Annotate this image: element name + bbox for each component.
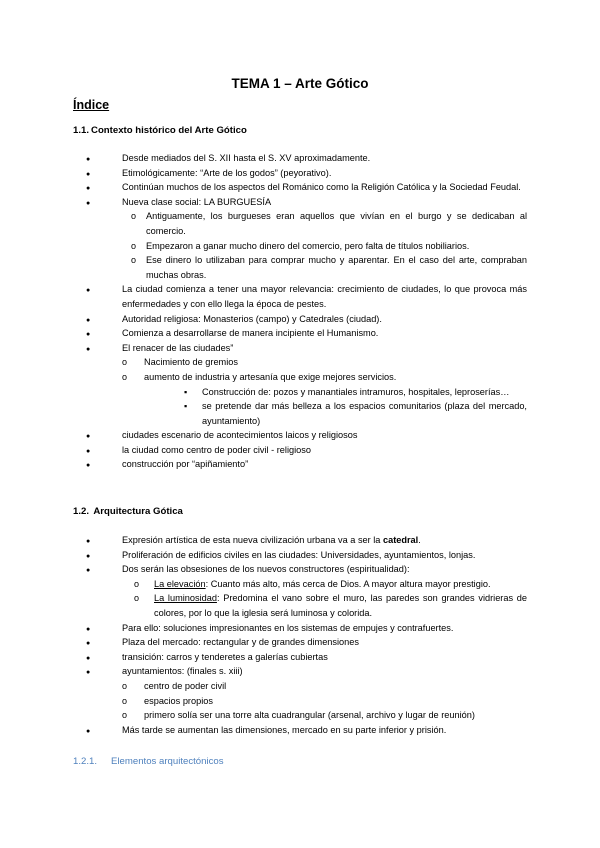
list-item: ● Expresión artística de esta nueva civilización urbana va a ser la catedral. bbox=[86, 533, 527, 548]
sublist-item: ▪ Construcción de: pozos y manantiales intramuros, hospitales, leproserías… bbox=[184, 385, 527, 400]
list-item: ● Más tarde se aumentan las dimensiones, mercado en su parte inferior y prisión. bbox=[86, 723, 527, 738]
circle-bullet-icon bbox=[122, 355, 132, 370]
sublist-item: o La elevación: Cuanto más alto, más cerca de Dios. A mayor altura mayor prestigio. bbox=[118, 577, 527, 592]
circle-bullet-icon bbox=[122, 370, 132, 385]
list-item: ● Etimológicamente: “Arte de los godos” (peyorativo). bbox=[86, 166, 527, 181]
sublist-item: o Antiguamente, los burgueses eran aquellos que vivían en el burgo y se dedicaban al comercio. bbox=[108, 209, 527, 238]
sublist-burguesia bbox=[122, 209, 527, 282]
circle-bullet-icon bbox=[134, 591, 144, 606]
bullet-icon bbox=[86, 723, 96, 740]
list-item: ● El renacer de las ciudades” o Nacimiento de gremios o aumento de industria y artesanía que exige mejores servicios. ▪ Construcción de: pozos y manantiales intramuros, hospitales, leproserías… ▪ se pretende dar más belleza a los espacios comunitarios (plaza del mercado, ayuntamiento) bbox=[86, 341, 527, 429]
sublist-item: o Ese dinero lo utilizaban para comprar mucho y aparentar. En el caso del arte, compraban muchas obras. bbox=[108, 253, 527, 282]
sublist-item: o espacios propios bbox=[112, 694, 527, 709]
section-number: 1.1. bbox=[73, 125, 90, 136]
sublist-ayuntamientos bbox=[122, 679, 527, 723]
bullet-icon bbox=[86, 664, 96, 681]
bullet-icon bbox=[86, 562, 96, 579]
circle-bullet-icon bbox=[131, 253, 141, 268]
circle-bullet-icon bbox=[131, 209, 141, 224]
circle-bullet-icon bbox=[131, 239, 141, 254]
square-bullet-icon bbox=[184, 399, 194, 414]
list-item: ● ciudades escenario de acontecimientos laicos y religiosos bbox=[86, 428, 527, 443]
section-heading-1-2 bbox=[73, 506, 183, 517]
sublist-item: ▪ se pretende dar más belleza a los espacios comunitarios (plaza del mercado, ayuntamiento) bbox=[184, 399, 527, 428]
subsection-number: 1.2.1. bbox=[73, 756, 98, 767]
circle-bullet-icon bbox=[122, 708, 132, 723]
circle-bullet-icon bbox=[122, 679, 132, 694]
section-title: Arquitectura Gótica bbox=[93, 506, 183, 517]
circle-bullet-icon bbox=[122, 694, 132, 709]
list-item: ● transición: carros y tenderetes a galerías cubiertas bbox=[86, 650, 527, 665]
list-item: ● Dos serán las obsesiones de los nuevos constructores (espiritualidad): o La elevación: Cuanto más alto, más cerca de Dios. A mayor altura mayor prestigio. o La luminosidad: Predomina el vano sobre el muro, las paredes son grandes vidrieras de colores, por lo que la iglesia será luminosa y colorida. bbox=[86, 562, 527, 620]
bullet-icon bbox=[86, 341, 96, 358]
list-item: ● Desde mediados del S. XII hasta el S. XV aproximadamente. bbox=[86, 151, 527, 166]
list-item: ● Autoridad religiosa: Monasterios (campo) y Catedrales (ciudad). bbox=[86, 312, 527, 327]
list-item: ● ayuntamientos: (finales s. xiii) o centro de poder civil o espacios propios o primero solía ser una torre alta cuadrangular (arsenal, archivo y lugar de reunión) bbox=[86, 664, 527, 722]
section-heading-1-1 bbox=[73, 125, 247, 136]
list-item: ● La ciudad comienza a tener una mayor relevancia: crecimiento de ciudades, lo que provoca más enfermedades y con ello llega la época de pestes. bbox=[86, 282, 527, 311]
section-title: Contexto histórico del Arte Gótico bbox=[91, 125, 247, 136]
sublist-servicios bbox=[144, 385, 527, 429]
subsection-title: Elementos arquitectónicos bbox=[111, 756, 224, 767]
sublist-item: o centro de poder civil bbox=[112, 679, 527, 694]
sublist-item: o La luminosidad: Predomina el vano sobre el muro, las paredes son grandes vidrieras de colores, por lo que la iglesia será luminosa y colorida. bbox=[118, 591, 527, 620]
list-item: ● Para ello: soluciones impresionantes en los sistemas de empujes y contrafuertes. bbox=[86, 621, 527, 636]
list-item: ● Proliferación de edificios civiles en las ciudades: Universidades, ayuntamientos, lonjas. bbox=[86, 548, 527, 563]
sublist-item: o Empezaron a ganar mucho dinero del comercio, pero falta de títulos nobiliarios. bbox=[108, 239, 527, 254]
list-item: ● construcción por “apiñamiento” bbox=[86, 457, 527, 472]
subsection-heading-1-2-1[interactable] bbox=[73, 756, 224, 767]
section-number: 1.2. bbox=[73, 506, 90, 517]
list-item: ● la ciudad como centro de poder civil - religioso bbox=[86, 443, 527, 458]
sublist-item: o Nacimiento de gremios bbox=[112, 355, 527, 370]
sublist-item: o aumento de industria y artesanía que exige mejores servicios. ▪ Construcción de: pozos y manantiales intramuros, hospitales, leproserías… ▪ se pretende dar más belleza a los espacios comunitarios (plaza del mercado, ayuntamiento) bbox=[112, 370, 527, 428]
bullet-icon bbox=[86, 195, 96, 212]
bullet-icon bbox=[86, 457, 96, 474]
document-title: TEMA 1 – Arte Gótico bbox=[231, 76, 369, 91]
list-item: ● Nueva clase social: LA BURGUESÍA o Antiguamente, los burgueses eran aquellos que vivían en el burgo y se dedicaban al comercio. o Empezaron a ganar mucho dinero del comercio, pero falta de títulos nobiliarios. o Ese dinero lo utilizaban para comprar mucho y aparentar. En el caso del arte, compraban muchas obras. bbox=[86, 195, 527, 283]
sublist-item: o primero solía ser una torre alta cuadrangular (arsenal, archivo y lugar de reunión) bbox=[112, 708, 527, 723]
sublist-renacer bbox=[122, 355, 527, 428]
list-item: ● Comienza a desarrollarse de manera incipiente el Humanismo. bbox=[86, 326, 527, 341]
list-item: ● Continúan muchos de los aspectos del Románico como la Religión Católica y la Sociedad Feudal. bbox=[86, 180, 527, 195]
section-1-2-list bbox=[86, 533, 527, 737]
list-item: ● Plaza del mercado: rectangular y de grandes dimensiones bbox=[86, 635, 527, 650]
bullet-icon bbox=[86, 282, 96, 299]
section-1-1-list bbox=[86, 151, 527, 472]
square-bullet-icon bbox=[184, 385, 194, 400]
index-heading: Índice bbox=[73, 98, 110, 112]
sublist-obsesiones bbox=[122, 577, 527, 621]
circle-bullet-icon bbox=[134, 577, 144, 592]
